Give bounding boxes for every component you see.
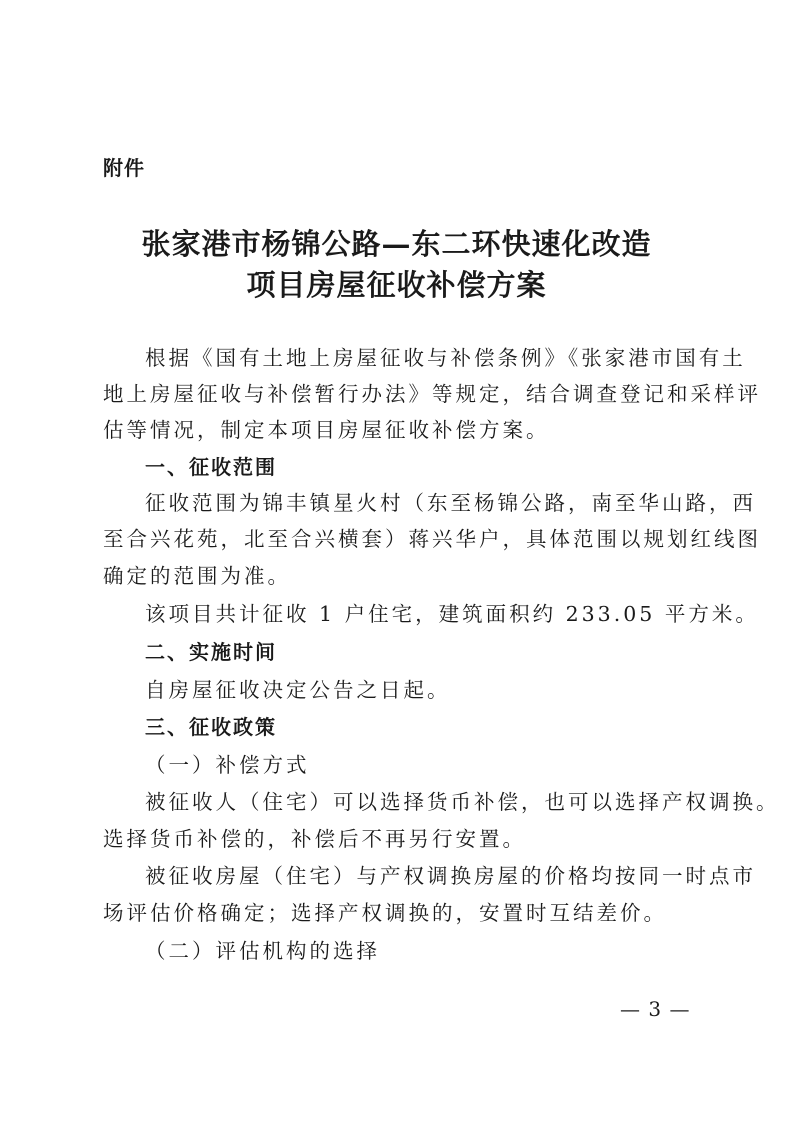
paragraph-line: 征收范围为锦丰镇星火村（东至杨锦公路，南至华山路，西 bbox=[145, 491, 756, 515]
document-title-line-2: 项目房屋征收补偿方案 bbox=[246, 268, 547, 302]
attachment-label: 附件 bbox=[103, 156, 145, 180]
paragraph-line: 估等情况，制定本项目房屋征收补偿方案。 bbox=[103, 418, 550, 442]
paragraph-line: 选择货币补偿的，补偿后不再另行安置。 bbox=[103, 827, 526, 851]
paragraph-line: 至合兴花苑，北至合兴横套）蒋兴华户，具体范围以规划红线图 bbox=[103, 527, 761, 551]
document-title-line-1: 张家港市杨锦公路—东二环快速化改造 bbox=[141, 227, 652, 261]
paragraph-line: 根据《国有土地上房屋征收与补偿条例》《张家港市国有土 bbox=[145, 346, 746, 370]
subsection-heading: （二）评估机构的选择 bbox=[145, 939, 380, 963]
paragraph-line: 被征收房屋（住宅）与产权调换房屋的价格均按同一时点市 bbox=[145, 864, 756, 888]
paragraph-line: 自房屋征收决定公告之日起。 bbox=[145, 678, 451, 702]
paragraph-line: 地上房屋征收与补偿暂行办法》等规定，结合调查登记和采样评 bbox=[103, 382, 761, 406]
section-heading: 二、实施时间 bbox=[145, 640, 277, 664]
paragraph-line: 确定的范围为准。 bbox=[103, 564, 291, 588]
subsection-heading: （一）补偿方式 bbox=[145, 753, 310, 777]
section-heading: 一、征收范围 bbox=[145, 455, 277, 479]
paragraph-line: 场评估价格确定；选择产权调换的，安置时互结差价。 bbox=[103, 901, 667, 925]
section-heading: 三、征收政策 bbox=[145, 715, 277, 739]
paragraph-line: 该项目共计征收 1 户住宅，建筑面积约 233.05 平方米。 bbox=[145, 602, 759, 626]
page-number: — 3 — bbox=[620, 997, 691, 1021]
paragraph-line: 被征收人（住宅）可以选择货币补偿，也可以选择产权调换。 bbox=[145, 790, 780, 814]
